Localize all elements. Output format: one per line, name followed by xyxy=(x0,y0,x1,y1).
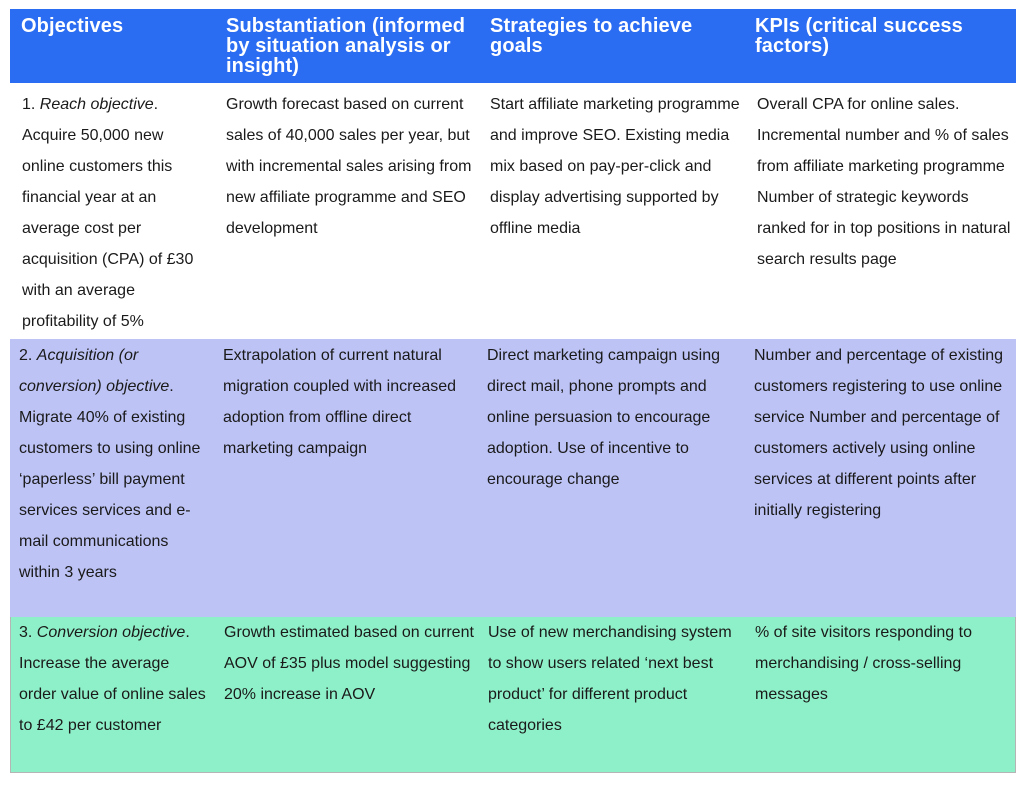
objective-label: Reach objective xyxy=(39,96,154,113)
substantiation-cell: Growth forecast based on current sales of 40,000 sales per year, but with incremental sales arising from new affiliate programme and SEO development xyxy=(226,96,472,237)
objective-label: Conversion objective xyxy=(36,624,186,641)
objective-cell xyxy=(11,617,215,772)
header-kpis: KPIs (critical success factors) xyxy=(755,15,963,57)
table-row xyxy=(10,339,1016,617)
objective-text: . Acquire 50,000 new online customers this financial year at an average cost per acquisition (CPA) of £30 with an average profitability of 5% xyxy=(22,96,194,330)
substantiation-cell: Growth estimated based on current AOV of £35 plus model suggesting 20% increase in AOV xyxy=(224,624,474,703)
kpis-cell: Overall CPA for online sales. Incremental number and % of sales from affiliate marketing programme Number of strategic keywords ranked for in top positions in natural search results page xyxy=(757,96,1011,268)
objective-number: 1. xyxy=(22,96,40,113)
strategies-cell: Direct marketing campaign using direct mail, phone prompts and online persuasion to encourage adoption. Use of incentive to encourage change xyxy=(487,347,720,488)
objective-label: Acquisition (or conversion) objective xyxy=(19,347,170,395)
objective-cell xyxy=(10,83,214,339)
header-substantiation: Substantiation (informed by situation analysis or insight) xyxy=(226,15,466,77)
substantiation-cell: Extrapolation of current natural migration coupled with increased adoption from offline direct marketing campaign xyxy=(223,347,457,457)
strategies-cell: Start affiliate marketing programme and improve SEO. Existing media mix based on pay-per-click and display advertising supported by offline media xyxy=(490,96,740,237)
objective-number: 3. xyxy=(19,624,37,641)
table-header-row xyxy=(10,9,1016,83)
objectives-table xyxy=(10,9,1016,773)
table-row xyxy=(10,83,1016,339)
kpis-cell: % of site visitors responding to merchandising / cross-selling messages xyxy=(755,624,972,703)
objective-text: . Migrate 40% of existing customers to using online ‘paperless’ bill payment services services and e-mail communications within 3 years xyxy=(19,378,201,581)
kpis-cell: Number and percentage of existing customers registering to use online service Number and percentage of customers actively using online services at different points after initially registering xyxy=(754,347,1004,519)
strategies-cell: Use of new merchandising system to show users related ‘next best product’ for different product categories xyxy=(488,624,732,734)
objective-number: 2. xyxy=(19,347,37,364)
header-objectives: Objectives xyxy=(21,15,124,37)
table-row xyxy=(10,617,1016,773)
header-strategies: Strategies to achieve goals xyxy=(490,15,693,57)
objective-text: . Increase the average order value of online sales to £42 per customer xyxy=(19,624,206,734)
objective-cell xyxy=(10,339,214,617)
